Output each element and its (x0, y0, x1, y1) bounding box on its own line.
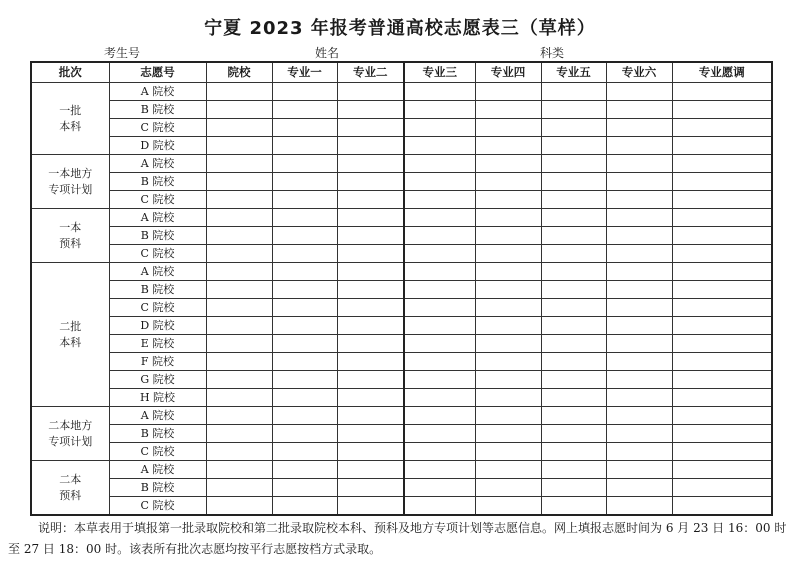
cell-major-1[interactable] (272, 281, 337, 299)
batch-cell (31, 155, 109, 209)
cell-major-4[interactable] (475, 317, 541, 335)
slot-label: A 院校 (109, 407, 206, 425)
batch-label: 本科 (59, 335, 82, 349)
cell-major-5[interactable] (541, 353, 606, 371)
table-row (31, 371, 772, 389)
cell-major-3[interactable] (404, 389, 475, 407)
table-row (31, 209, 772, 227)
cell-major-6[interactable] (606, 191, 672, 209)
cell-major-4[interactable] (475, 353, 541, 371)
cell-major-3[interactable] (404, 263, 475, 281)
cell-major-3[interactable] (404, 245, 475, 263)
table-row (31, 443, 772, 461)
cell-major-1[interactable] (272, 155, 337, 173)
cell-major-6[interactable] (606, 263, 672, 281)
cell-major-4[interactable] (475, 191, 541, 209)
cell-major-3[interactable] (404, 407, 475, 425)
table-row (31, 317, 772, 335)
cell-major-6[interactable] (606, 155, 672, 173)
cell-major-1[interactable] (272, 83, 337, 101)
slot-label: C 院校 (109, 245, 206, 263)
cell-major-1[interactable] (272, 263, 337, 281)
cell-school[interactable] (206, 209, 272, 227)
cell-adjust[interactable] (672, 425, 772, 443)
batch-label: 预科 (59, 488, 82, 502)
batch-label: 一本地方 (48, 166, 93, 180)
cell-adjust[interactable] (672, 281, 772, 299)
cell-major-6[interactable] (606, 461, 672, 479)
batch-label: 预科 (59, 236, 82, 250)
cell-major-5[interactable] (541, 191, 606, 209)
cell-adjust[interactable] (672, 389, 772, 407)
slot-label: G 院校 (109, 371, 206, 389)
cell-major-6[interactable] (606, 425, 672, 443)
cell-major-1[interactable] (272, 101, 337, 119)
cell-school[interactable] (206, 227, 272, 245)
cell-major-5[interactable] (541, 281, 606, 299)
cell-major-2[interactable] (337, 317, 404, 335)
cell-adjust[interactable] (672, 155, 772, 173)
cell-major-2[interactable] (337, 335, 404, 353)
cell-major-2[interactable] (337, 227, 404, 245)
cell-major-3[interactable] (404, 353, 475, 371)
cell-school[interactable] (206, 371, 272, 389)
cell-major-2[interactable] (337, 371, 404, 389)
cell-major-6[interactable] (606, 407, 672, 425)
cell-school[interactable] (206, 299, 272, 317)
cell-major-5[interactable] (541, 227, 606, 245)
slot-label: C 院校 (109, 497, 206, 516)
batch-cell (31, 83, 109, 155)
cell-school[interactable] (206, 497, 272, 516)
cell-school[interactable] (206, 191, 272, 209)
cell-major-6[interactable] (606, 281, 672, 299)
cell-major-5[interactable] (541, 263, 606, 281)
batch-label: 二本地方 (48, 418, 93, 432)
slot-label: E 院校 (109, 335, 206, 353)
cell-major-1[interactable] (272, 389, 337, 407)
cell-major-2[interactable] (337, 497, 404, 516)
cell-major-6[interactable] (606, 101, 672, 119)
form-body (31, 83, 772, 516)
cell-major-5[interactable] (541, 335, 606, 353)
cell-major-2[interactable] (337, 407, 404, 425)
cell-major-6[interactable] (606, 389, 672, 407)
cell-school[interactable] (206, 425, 272, 443)
page-title: 宁夏 2023 年报考普通高校志愿表三（草样） (204, 18, 596, 39)
table-row (31, 155, 772, 173)
batch-label: 二批 (59, 319, 82, 333)
table-row (31, 425, 772, 443)
cell-major-5[interactable] (541, 389, 606, 407)
cell-school[interactable] (206, 335, 272, 353)
slot-label: H 院校 (109, 389, 206, 407)
cell-school[interactable] (206, 101, 272, 119)
cell-major-6[interactable] (606, 209, 672, 227)
cell-major-4[interactable] (475, 83, 541, 101)
cell-major-5[interactable] (541, 479, 606, 497)
exam-number-label: 考生号 (104, 46, 141, 60)
header-row (31, 62, 772, 83)
cell-school[interactable] (206, 389, 272, 407)
cell-school[interactable] (206, 317, 272, 335)
slot-label: B 院校 (109, 227, 206, 245)
table-row (31, 353, 772, 371)
cell-major-5[interactable] (541, 461, 606, 479)
cell-adjust[interactable] (672, 479, 772, 497)
cell-major-1[interactable] (272, 353, 337, 371)
cell-major-5[interactable] (541, 155, 606, 173)
cell-major-1[interactable] (272, 173, 337, 191)
table-row (31, 479, 772, 497)
cell-major-4[interactable] (475, 407, 541, 425)
cell-major-4[interactable] (475, 335, 541, 353)
table-row (31, 227, 772, 245)
cell-major-3[interactable] (404, 335, 475, 353)
cell-major-4[interactable] (475, 173, 541, 191)
table-row (31, 137, 772, 155)
cell-major-3[interactable] (404, 155, 475, 173)
slot-label: B 院校 (109, 173, 206, 191)
slot-label: A 院校 (109, 263, 206, 281)
slot-label: A 院校 (109, 155, 206, 173)
cell-major-4[interactable] (475, 461, 541, 479)
slot-label: B 院校 (109, 425, 206, 443)
batch-label: 一本 (59, 220, 82, 234)
cell-major-4[interactable] (475, 245, 541, 263)
column-header-school: 院校 (206, 62, 272, 83)
cell-major-6[interactable] (606, 335, 672, 353)
batch-label: 二本 (59, 472, 82, 486)
cell-major-6[interactable] (606, 245, 672, 263)
table-row (31, 119, 772, 137)
slot-label: B 院校 (109, 281, 206, 299)
cell-major-6[interactable] (606, 227, 672, 245)
cell-major-4[interactable] (475, 299, 541, 317)
cell-major-5[interactable] (541, 119, 606, 137)
cell-major-6[interactable] (606, 353, 672, 371)
slot-label: C 院校 (109, 443, 206, 461)
table-row (31, 101, 772, 119)
table-row (31, 299, 772, 317)
cell-major-2[interactable] (337, 263, 404, 281)
cell-school[interactable] (206, 83, 272, 101)
cell-major-2[interactable] (337, 83, 404, 101)
column-header-major-4: 专业四 (475, 62, 541, 83)
name-label: 姓名 (315, 46, 340, 60)
cell-major-4[interactable] (475, 281, 541, 299)
slot-label: C 院校 (109, 119, 206, 137)
cell-major-3[interactable] (404, 119, 475, 137)
batch-label: 本科 (59, 119, 82, 133)
cell-major-5[interactable] (541, 425, 606, 443)
table-row (31, 263, 772, 281)
slot-label: A 院校 (109, 209, 206, 227)
cell-major-6[interactable] (606, 443, 672, 461)
cell-major-1[interactable] (272, 461, 337, 479)
cell-major-5[interactable] (541, 137, 606, 155)
cell-adjust[interactable] (672, 335, 772, 353)
column-header-batch: 批次 (31, 62, 109, 83)
slot-label: C 院校 (109, 299, 206, 317)
cell-major-4[interactable] (475, 101, 541, 119)
cell-major-3[interactable] (404, 443, 475, 461)
slot-label: C 院校 (109, 191, 206, 209)
cell-major-5[interactable] (541, 209, 606, 227)
cell-major-3[interactable] (404, 497, 475, 516)
cell-adjust[interactable] (672, 101, 772, 119)
batch-cell (31, 407, 109, 461)
column-header-major-6: 专业六 (606, 62, 672, 83)
cell-major-2[interactable] (337, 461, 404, 479)
cell-major-2[interactable] (337, 443, 404, 461)
table-row (31, 191, 772, 209)
cell-major-3[interactable] (404, 317, 475, 335)
instructions-note: 说明：本草表用于填报第一批录取院校和第二批录取院校本科、预科及地方专项计划等志愿信息。网上填报志愿时间为 6 月 23 日 16：00 时至 27 日 18：00 时。该表所有批次志愿均按平行志愿按档方式录取。 (8, 521, 787, 556)
column-header-major-3: 专业三 (404, 62, 475, 83)
cell-major-4[interactable] (475, 371, 541, 389)
cell-major-1[interactable] (272, 443, 337, 461)
batch-label: 专项计划 (48, 182, 93, 196)
column-header-slot: 志愿号 (109, 62, 206, 83)
cell-school[interactable] (206, 245, 272, 263)
cell-major-5[interactable] (541, 83, 606, 101)
cell-major-4[interactable] (475, 443, 541, 461)
table-row (31, 245, 772, 263)
table-row (31, 281, 772, 299)
slot-label: D 院校 (109, 317, 206, 335)
cell-school[interactable] (206, 479, 272, 497)
table-row (31, 173, 772, 191)
cell-major-3[interactable] (404, 191, 475, 209)
cell-major-6[interactable] (606, 371, 672, 389)
cell-major-2[interactable] (337, 479, 404, 497)
cell-major-4[interactable] (475, 479, 541, 497)
cell-major-6[interactable] (606, 83, 672, 101)
cell-school[interactable] (206, 119, 272, 137)
cell-school[interactable] (206, 155, 272, 173)
cell-adjust[interactable] (672, 137, 772, 155)
cell-major-1[interactable] (272, 335, 337, 353)
cell-adjust[interactable] (672, 461, 772, 479)
batch-label: 专项计划 (48, 434, 93, 448)
slot-label: D 院校 (109, 137, 206, 155)
cell-major-2[interactable] (337, 173, 404, 191)
cell-major-1[interactable] (272, 299, 337, 317)
cell-major-4[interactable] (475, 227, 541, 245)
cell-major-5[interactable] (541, 173, 606, 191)
cell-major-6[interactable] (606, 119, 672, 137)
cell-major-5[interactable] (541, 497, 606, 516)
cell-major-4[interactable] (475, 119, 541, 137)
cell-major-2[interactable] (337, 119, 404, 137)
cell-major-1[interactable] (272, 191, 337, 209)
cell-major-1[interactable] (272, 209, 337, 227)
cell-major-4[interactable] (475, 137, 541, 155)
cell-major-2[interactable] (337, 281, 404, 299)
cell-major-3[interactable] (404, 137, 475, 155)
cell-major-2[interactable] (337, 155, 404, 173)
cell-major-4[interactable] (475, 425, 541, 443)
cell-adjust[interactable] (672, 173, 772, 191)
cell-major-3[interactable] (404, 227, 475, 245)
table-row (31, 83, 772, 101)
cell-major-3[interactable] (404, 101, 475, 119)
cell-major-4[interactable] (475, 155, 541, 173)
cell-major-1[interactable] (272, 479, 337, 497)
cell-major-1[interactable] (272, 245, 337, 263)
cell-major-2[interactable] (337, 389, 404, 407)
cell-adjust[interactable] (672, 317, 772, 335)
column-header-major-5: 专业五 (541, 62, 606, 83)
cell-major-2[interactable] (337, 425, 404, 443)
slot-label: B 院校 (109, 479, 206, 497)
cell-school[interactable] (206, 461, 272, 479)
cell-major-4[interactable] (475, 497, 541, 516)
cell-adjust[interactable] (672, 209, 772, 227)
cell-major-1[interactable] (272, 137, 337, 155)
batch-cell (31, 461, 109, 516)
batch-cell (31, 263, 109, 407)
cell-major-1[interactable] (272, 317, 337, 335)
cell-major-1[interactable] (272, 497, 337, 516)
cell-major-5[interactable] (541, 407, 606, 425)
cell-major-4[interactable] (475, 389, 541, 407)
table-row (31, 461, 772, 479)
cell-adjust[interactable] (672, 119, 772, 137)
cell-school[interactable] (206, 407, 272, 425)
column-header-major-1: 专业一 (272, 62, 337, 83)
cell-adjust[interactable] (672, 497, 772, 516)
cell-adjust[interactable] (672, 443, 772, 461)
cell-adjust[interactable] (672, 263, 772, 281)
cell-major-3[interactable] (404, 173, 475, 191)
cell-major-6[interactable] (606, 299, 672, 317)
cell-major-3[interactable] (404, 83, 475, 101)
table-row (31, 389, 772, 407)
batch-label: 一批 (59, 103, 82, 117)
table-row (31, 497, 772, 516)
cell-major-1[interactable] (272, 227, 337, 245)
cell-major-2[interactable] (337, 209, 404, 227)
column-header-major-2: 专业二 (337, 62, 404, 83)
subject-category-label: 科类 (540, 46, 565, 60)
cell-major-3[interactable] (404, 209, 475, 227)
cell-major-2[interactable] (337, 137, 404, 155)
cell-major-4[interactable] (475, 263, 541, 281)
table-row (31, 407, 772, 425)
cell-major-1[interactable] (272, 425, 337, 443)
cell-major-1[interactable] (272, 407, 337, 425)
cell-major-3[interactable] (404, 425, 475, 443)
slot-label: F 院校 (109, 353, 206, 371)
cell-school[interactable] (206, 173, 272, 191)
column-header-adjust: 专业愿调 (672, 62, 772, 83)
cell-major-5[interactable] (541, 245, 606, 263)
cell-adjust[interactable] (672, 407, 772, 425)
cell-adjust[interactable] (672, 245, 772, 263)
cell-major-2[interactable] (337, 191, 404, 209)
slot-label: A 院校 (109, 461, 206, 479)
volunteer-form-table (30, 61, 773, 516)
batch-cell (31, 209, 109, 263)
cell-major-4[interactable] (475, 209, 541, 227)
cell-major-3[interactable] (404, 299, 475, 317)
slot-label: A 院校 (109, 83, 206, 101)
cell-adjust[interactable] (672, 353, 772, 371)
cell-major-2[interactable] (337, 101, 404, 119)
cell-major-2[interactable] (337, 245, 404, 263)
cell-major-3[interactable] (404, 479, 475, 497)
cell-adjust[interactable] (672, 227, 772, 245)
cell-major-5[interactable] (541, 443, 606, 461)
cell-major-3[interactable] (404, 461, 475, 479)
cell-school[interactable] (206, 263, 272, 281)
cell-major-1[interactable] (272, 119, 337, 137)
cell-major-5[interactable] (541, 299, 606, 317)
cell-adjust[interactable] (672, 371, 772, 389)
cell-school[interactable] (206, 137, 272, 155)
cell-adjust[interactable] (672, 299, 772, 317)
table-row (31, 335, 772, 353)
cell-major-6[interactable] (606, 173, 672, 191)
cell-major-6[interactable] (606, 479, 672, 497)
cell-major-2[interactable] (337, 299, 404, 317)
cell-major-5[interactable] (541, 371, 606, 389)
cell-major-6[interactable] (606, 137, 672, 155)
cell-major-6[interactable] (606, 497, 672, 516)
cell-major-3[interactable] (404, 371, 475, 389)
cell-adjust[interactable] (672, 83, 772, 101)
cell-school[interactable] (206, 353, 272, 371)
cell-adjust[interactable] (672, 191, 772, 209)
cell-major-1[interactable] (272, 371, 337, 389)
cell-major-2[interactable] (337, 353, 404, 371)
cell-major-3[interactable] (404, 281, 475, 299)
cell-major-6[interactable] (606, 317, 672, 335)
cell-major-5[interactable] (541, 317, 606, 335)
cell-major-5[interactable] (541, 101, 606, 119)
cell-school[interactable] (206, 443, 272, 461)
slot-label: B 院校 (109, 101, 206, 119)
cell-school[interactable] (206, 281, 272, 299)
